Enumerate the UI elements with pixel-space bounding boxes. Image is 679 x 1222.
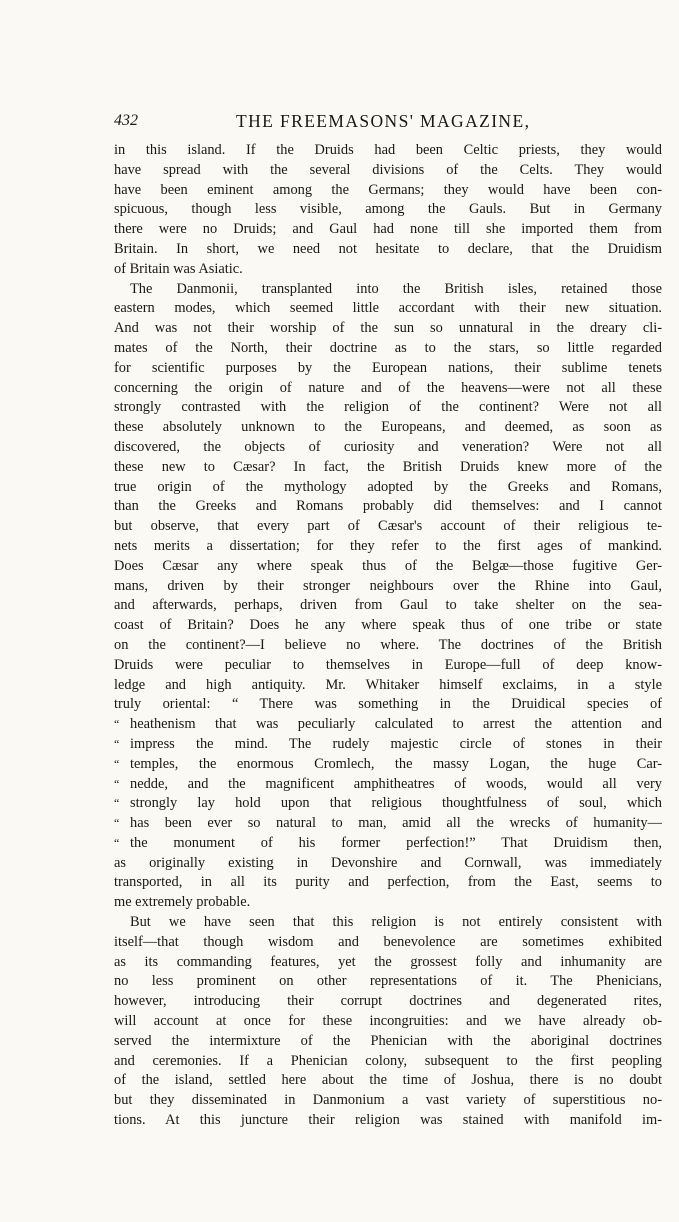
text-line — [114, 893, 662, 913]
line-text: has been ever so natural to man, amid all the wrecks of humanity— — [130, 815, 662, 832]
text-line — [114, 458, 662, 478]
quote-mark: “ — [114, 796, 120, 811]
line-text: The Danmonii, transplanted into the British isles, retained those — [130, 280, 662, 297]
line-text: but they disseminated in Danmonium a vast variety of superstitious no- — [114, 1092, 662, 1109]
text-line — [114, 1111, 662, 1131]
line-text: and afterwards, perhaps, driven from Gaul to take shelter on the sea- — [114, 597, 662, 614]
text-line — [114, 814, 662, 834]
text-line — [114, 933, 662, 953]
line-text: no less prominent on other representations of it. The Phenicians, — [114, 973, 662, 990]
text-line — [114, 359, 662, 379]
text-line — [114, 200, 662, 220]
line-text: however, introducing their corrupt doctrines and degenerated rites, — [114, 993, 662, 1010]
line-text: true origin of the mythology adopted by the Greeks and Romans, — [114, 478, 662, 495]
text-line — [114, 141, 662, 161]
text-line — [114, 181, 662, 201]
text-line — [114, 715, 662, 735]
text-line — [114, 834, 662, 854]
line-text: me extremely probable. — [114, 894, 251, 911]
line-text: strongly lay hold upon that religious thoughtfulness of soul, which — [130, 795, 662, 812]
line-text: but observe, that every part of Cæsar's account of their religious te- — [114, 518, 662, 535]
text-line — [114, 873, 662, 893]
line-text: nets merits a dissertation; for they refer to the first ages of mankind. — [114, 537, 662, 554]
line-text: But we have seen that this religion is not entirely consistent with — [130, 914, 662, 931]
line-text: served the intermixture of the Phenician with the aboriginal doctrines — [114, 1032, 662, 1049]
text-line — [114, 1012, 662, 1032]
text-line — [114, 992, 662, 1012]
line-text: Does Cæsar any where speak thus of the Belgæ—those fugitive Ger- — [114, 557, 662, 574]
text-line — [114, 319, 662, 339]
line-text: the monument of his former perfection!” That Druidism then, — [130, 834, 662, 851]
line-text: than the Greeks and Romans probably did themselves: and I cannot — [114, 498, 662, 515]
line-text: And was not their worship of the sun so unnatural in the dreary cli- — [114, 320, 662, 337]
page-header — [114, 104, 662, 140]
line-text: transported, in all its purity and perfection, from the East, seems to — [114, 874, 662, 891]
line-text: have been eminent among the Germans; they would have been con- — [114, 181, 662, 198]
line-text: nedde, and the magnificent amphitheatres of woods, would all very — [130, 775, 662, 792]
text-line — [114, 497, 662, 517]
text-line — [114, 438, 662, 458]
quote-mark: “ — [114, 736, 120, 751]
text-line — [114, 577, 662, 597]
text-line — [114, 299, 662, 319]
text-line — [114, 913, 662, 933]
quote-mark: “ — [114, 756, 120, 771]
text-line — [114, 537, 662, 557]
line-text: for scientific purposes by the European nations, their sublime tenets — [114, 359, 662, 376]
line-text: discovered, the objects of curiosity and veneration? Were not all — [114, 438, 662, 455]
line-text: as originally existing in Devonshire and Cornwall, was immediately — [114, 854, 662, 871]
text-line — [114, 1091, 662, 1111]
text-line — [114, 1032, 662, 1052]
quote-mark: “ — [114, 717, 120, 732]
line-text: tions. At this juncture their religion was stained with manifold im- — [114, 1112, 662, 1129]
text-line — [114, 379, 662, 399]
page-number: 432 — [114, 112, 138, 129]
text-line — [114, 398, 662, 418]
text-line — [114, 735, 662, 755]
text-line — [114, 557, 662, 577]
line-text: in this island. If the Druids had been Celtic priests, they would — [114, 142, 662, 158]
text-line — [114, 240, 662, 260]
text-line — [114, 972, 662, 992]
text-line — [114, 616, 662, 636]
text-line — [114, 656, 662, 676]
line-text: itself—that though wisdom and benevolence are sometimes exhibited — [114, 933, 662, 950]
text-line — [114, 220, 662, 240]
line-text: Druids were peculiar to themselves in Europe—full of deep know- — [114, 656, 662, 673]
line-text: mans, driven by their stronger neighbours over the Rhine into Gaul, — [114, 577, 662, 594]
line-text: impress the mind. The rudely majestic circle of stones in their — [130, 735, 662, 752]
text-line — [114, 775, 662, 795]
line-text: strongly contrasted with the religion of the continent? Were not all — [114, 399, 662, 416]
text-line — [114, 953, 662, 973]
text-line — [114, 695, 662, 715]
text-line — [114, 418, 662, 438]
line-text: on the continent?—I believe no where. The doctrines of the British — [114, 636, 662, 653]
line-text: Britain. In short, we need not hesitate to declare, that the Druidism — [114, 240, 662, 257]
text-line — [114, 636, 662, 656]
text-line — [114, 1071, 662, 1091]
body-text — [114, 141, 662, 1131]
text-line — [114, 596, 662, 616]
line-text: spicuous, though less visible, among the Gauls. But in Germany — [114, 201, 662, 218]
text-line — [114, 1052, 662, 1072]
text-line — [114, 478, 662, 498]
running-title: THE FREEMASONS' MAGAZINE, — [236, 111, 531, 131]
line-text: concerning the origin of nature and of the heavens—were not all these — [114, 379, 662, 396]
quote-mark: “ — [114, 835, 120, 850]
line-text: these absolutely unknown to the Europeans, and deemed, as soon as — [114, 419, 662, 436]
line-text: these new to Cæsar? In fact, the British Druids knew more of the — [114, 458, 662, 475]
page — [114, 104, 662, 1131]
line-text: mates of the North, their doctrine as to the stars, so little regarded — [114, 339, 662, 356]
quote-mark: “ — [114, 776, 120, 791]
line-text: of the island, settled here about the time of Joshua, there is no doubt — [114, 1072, 662, 1089]
line-text: as its commanding features, yet the grossest folly and inhumanity are — [114, 953, 662, 970]
line-text: of Britain was Asiatic. — [114, 260, 243, 277]
line-text: truly oriental: “ There was something in the Druidical species of — [114, 696, 662, 713]
text-line — [114, 794, 662, 814]
line-text: heathenism that was peculiarly calculated to arrest the attention and — [130, 716, 662, 733]
text-line — [114, 260, 662, 280]
text-line — [114, 280, 662, 300]
line-text: and ceremonies. If a Phenician colony, subsequent to the first peopling — [114, 1052, 662, 1069]
text-line — [114, 339, 662, 359]
quote-mark: “ — [114, 816, 120, 831]
text-line — [114, 161, 662, 181]
line-text: have spread with the several divisions of the Celts. They would — [114, 161, 662, 178]
line-text: will account at once for these incongruities: and we have already ob- — [114, 1013, 662, 1030]
line-text: there were no Druids; and Gaul had none till she imported them from — [114, 221, 662, 238]
line-text: coast of Britain? Does he any where speak thus of one tribe or state — [114, 617, 662, 634]
text-line — [114, 676, 662, 696]
text-line — [114, 854, 662, 874]
line-text: ledge and high antiquity. Mr. Whitaker himself exclaims, in a style — [114, 676, 662, 693]
text-line — [114, 755, 662, 775]
text-line — [114, 517, 662, 537]
line-text: eastern modes, which seemed little accordant with their new situation. — [114, 300, 662, 317]
line-text: temples, the enormous Cromlech, the massy Logan, the huge Car- — [130, 755, 662, 772]
